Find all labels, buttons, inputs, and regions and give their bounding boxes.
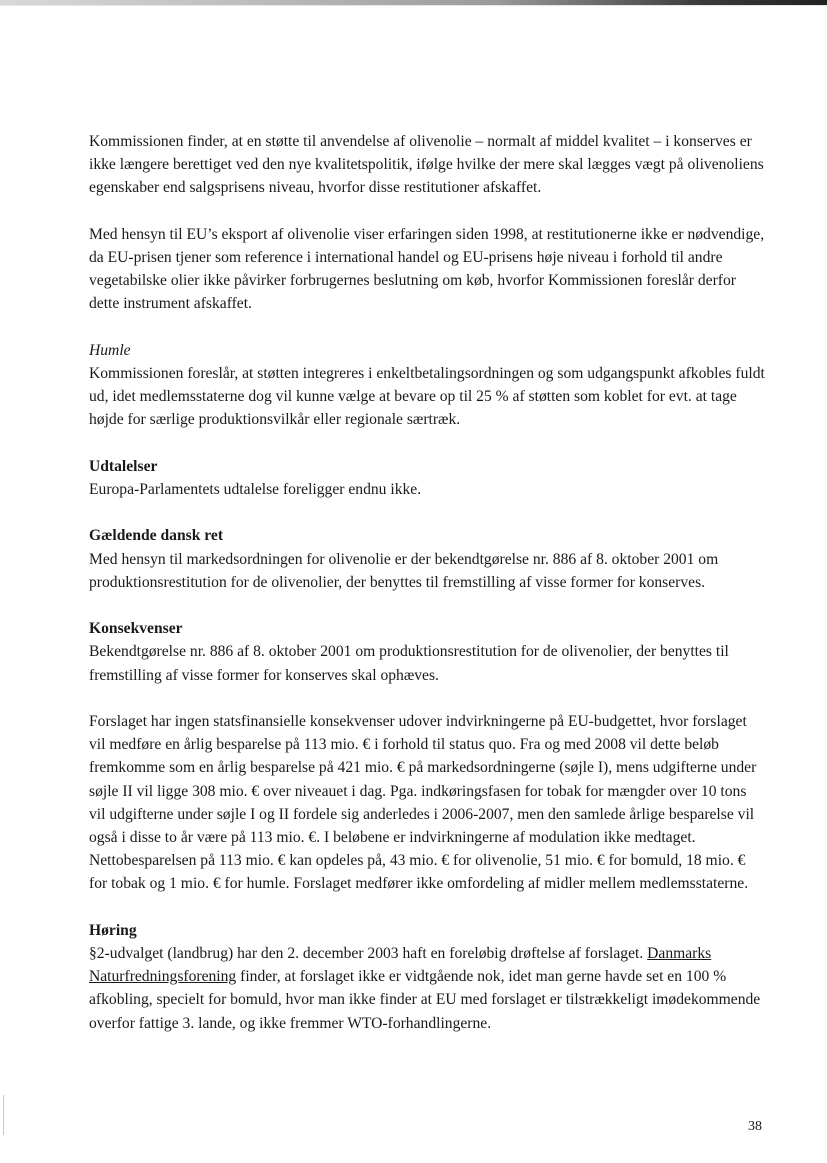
gaeldende-text: Med hensyn til markedsordningen for olivenolie er der bekendtgørelse nr. 886 af 8. oktober 2001 om produktionsrestitution for de olivenolier, der benyttes til fremstilling af visse former for konserves.	[89, 550, 719, 591]
konsekvenser-text-1: Bekendtgørelse nr. 886 af 8. oktober 2001 om produktionsrestitution for de olivenolier, der benyttes til fremstilling af visse former for konserves skal ophæves.	[89, 643, 729, 684]
gaeldende-heading: Gældende dansk ret	[89, 527, 224, 545]
section-gaeldende-dansk-ret	[89, 524, 765, 594]
udtalelser-text: Europa-Parlamentets udtalelse foreligger endnu ikke.	[89, 481, 422, 498]
konsekvenser-text-2: Forslaget har ingen statsfinansielle konsekvenser udover indvirkningerne på EU-budgettet, hvor forslaget vil medføre en årlig besparelse på 113 mio. € i forhold til status quo. Fra og med 2008 vil dette beløb fremkomme som en årlig besparelse på 421 mio. € på markedsordningerne (søjle I), mens udgifterne under søjle II vil ligge 308 mio. € over niveauet i dag. Pga. indkøringsfasen for tobak for mængder over 10 tons vil udgifterne under søjle I og II fordele sig anderledes i 2006-2007, men den samlede årlige besparelse vil også i disse to år være på 113 mio. €. I beløbene er indvirkningerne af modulation ikke medtaget. Nettobesparelsen på 113 mio. € kan opdeles på, 43 mio. € for olivenolie, 51 mio. € for bomuld, 18 mio. € for tobak og 1 mio. € for humle. Forslaget medfører ikke omfordeling af midler mellem medlemsstaterne.	[89, 712, 757, 893]
section-konsekvenser	[89, 617, 765, 687]
section-humle	[89, 339, 765, 432]
document-body	[89, 130, 765, 1058]
section-udtalelser	[89, 455, 765, 501]
humle-text: Kommissionen foreslår, at støtten integreres i enkeltbetalingsordningen og som udgangspunkt afkobles fuldt ud, idet medlemsstaterne dog vil kunne vælge at bevare op til 25 % af støtten som koblet for evt. at tage højde for særlige produktionsvilkår eller regionale særtræk.	[89, 365, 765, 429]
paragraph-olive-oil-export: Med hensyn til EU’s eksport af olivenolie viser erfaringen siden 1998, at restitutionerne ikke er nødvendige, da EU-prisen tjener som reference i international handel og EU-prisens høje niveau i forhold til andre vegetabilske olier ikke påvirker forbrugernes beslutning om køb, hvorfor Kommissionen foreslår derfor dette instrument afskaffet.	[89, 225, 765, 313]
paragraph-olive-oil-conserves: Kommissionen finder, at en støtte til anvendelse af olivenolie – normalt af middel kvalitet – i konserves er ikke længere berettiget ved den nye kvalitetspolitik, ifølge hvilke der mere skal lægges vægt på olivenoliens egenskaber end salgsprisens niveau, hvorfor disse restitutioner afskaffet.	[89, 133, 764, 197]
horing-heading: Høring	[89, 921, 137, 939]
udtalelser-heading: Udtalelser	[89, 457, 158, 475]
scan-margin-mark	[3, 1095, 4, 1135]
konsekvenser-heading: Konsekvenser	[89, 620, 183, 638]
section-horing	[89, 919, 765, 1035]
horing-text-after: finder, at forslaget ikke er vidtgående nok, idet man gerne havde set en 100 % afkobling, specielt for bomuld, hvor man ikke finder at EU med forslaget er tilstrækkeligt imødekommende overfor fattige 3. lande, og ikke fremmer WTO-forhandlingerne.	[89, 968, 761, 1032]
danmarks-naturfredningsforening: Danmarks Naturfredningsforening	[89, 945, 712, 986]
scan-top-edge-line	[0, 5, 827, 6]
horing-text	[89, 942, 765, 1035]
humle-title: Humle	[89, 341, 131, 359]
page-number: 38	[748, 1119, 762, 1134]
horing-text-before: §2-udvalget (landbrug) har den 2. december 2003 haft en foreløbig drøftelse af forslaget.	[89, 945, 648, 962]
